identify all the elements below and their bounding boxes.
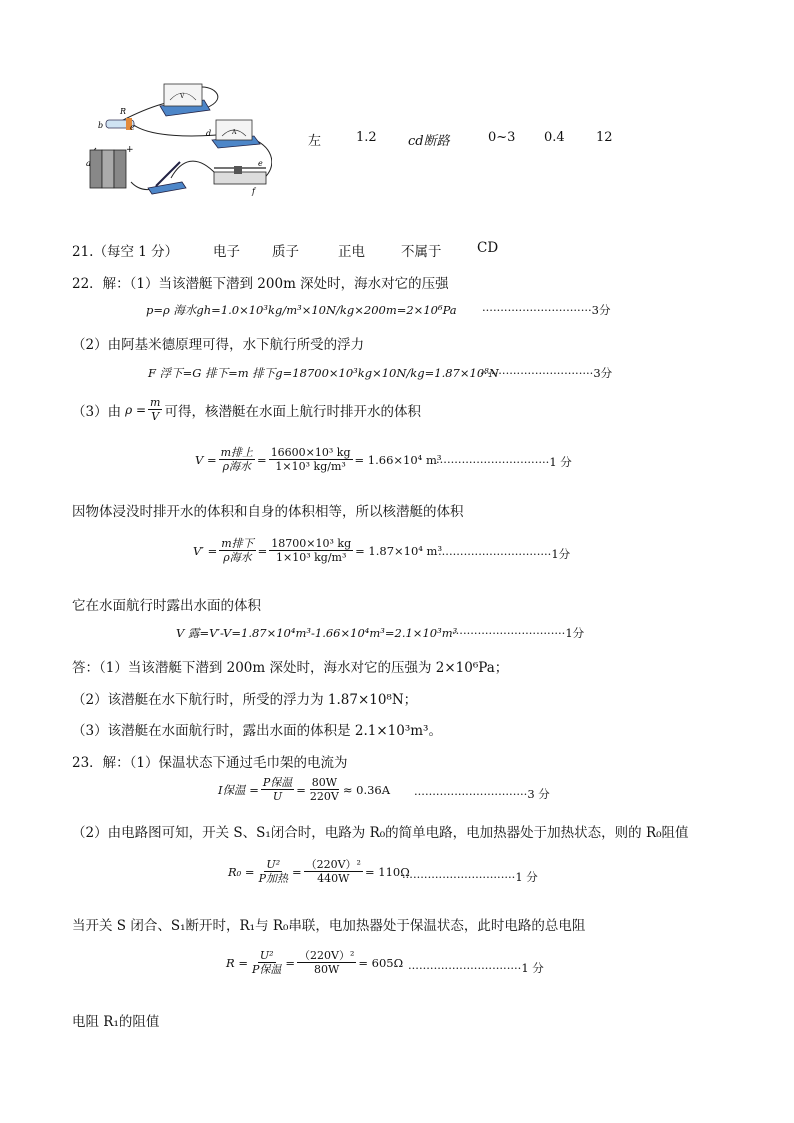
q22-eq3: V = $\frac{\text{m排上}}{\text{ρ海水}}$ = $\frac{\text{16600×10³ kg}}{\text{1×10³ kg/m³}}$ = 1.66×10⁴ m³ <box>195 446 442 473</box>
answer-item: cd断路 <box>408 134 450 149</box>
q22-answer-2: （2）该潜艇在水下航行时，所受的浮力为 1.87×10⁸N； <box>72 692 418 708</box>
q23-eq1: I保温 = $\frac{\text{P保温}}{U}$ = $\frac{80W}{220V}$ ≈ 0.36A <box>218 776 391 803</box>
q22-header: 22．解：（1）当该潜艇下潜到 200m 深处时，海水对它的压强 <box>72 276 449 292</box>
q22-eq1-score: ······························3分 <box>482 303 611 317</box>
frac-numerator: m排上 <box>220 446 254 459</box>
eq-frac <box>308 776 341 803</box>
frac-denominator: V <box>151 410 160 423</box>
q22-part5: 它在水面航行时露出水面的体积 <box>72 598 261 614</box>
frac-denominator: ρ海水 <box>223 551 252 564</box>
answer-item: 左 <box>308 134 322 149</box>
q22-part3 <box>72 396 421 423</box>
circuit-label-b: b <box>98 121 104 130</box>
frac-denominator: 1×10³ kg/m³ <box>276 551 347 564</box>
frac-numerator: （220V）² <box>299 949 355 962</box>
eq-rhs: = 110Ω <box>364 864 410 879</box>
q23-eq1-score: ·······························3 分 <box>414 787 550 801</box>
eq-frac <box>304 858 363 885</box>
answer-item: 12 <box>596 130 613 145</box>
q22-part3-post: 可得，核潜艇在水面上航行时排开水的体积 <box>164 403 421 420</box>
eq-frac <box>261 776 294 803</box>
circuit-label-r: R <box>120 107 127 116</box>
eq-frac <box>257 858 290 885</box>
frac-numerator: 16600×10³ kg <box>270 446 351 459</box>
q22-eq3-score: ·······························1 分 <box>436 455 572 469</box>
eq-rhs: = 605Ω <box>358 955 404 970</box>
q23-part4: 电阻 R₁的阻值 <box>72 1014 160 1030</box>
eq-lhs: V′ = <box>193 543 218 558</box>
q22-eq5-score: ·······························1分 <box>452 626 585 640</box>
frac-numerator: U² <box>266 858 281 871</box>
q21-prefix: 21.（每空 1 分） <box>72 244 179 260</box>
q22-answer-3: （3）该潜艇在水面航行时，露出水面的体积是 2.1×10³m³。 <box>72 723 442 739</box>
q23-eq3: R = $\frac{\text{U²}}{\text{P保温}}$ = $\frac{\text{（220V）²}}{80W}$ = 605Ω <box>226 949 404 976</box>
q22-eq2: F 浮下=G 排下=m 排下g=18700×10³kg×10N/kg=1.87×10⁸N <box>148 366 499 380</box>
eq-frac <box>269 446 353 473</box>
q22-part3-pre: （3）由 <box>72 403 122 420</box>
q20-answers <box>0 130 794 150</box>
q22-eq2-score: ·······························3分 <box>480 366 613 380</box>
q22-eq1: p=ρ 海水gh=1.0×10³kg/m³×10N/kg×200m=2×10⁶Pa <box>146 303 457 317</box>
eq-frac <box>219 446 255 473</box>
q22-eq5: V 露=V′-V=1.87×10⁴m³-1.66×10⁴m³=2.1×10³m³ <box>176 626 458 640</box>
q23-eq3-score: ·······························1 分 <box>408 961 544 975</box>
q21-item: 正电 <box>338 244 365 260</box>
switch-icon <box>148 162 186 194</box>
circuit-label-d: d <box>206 129 212 138</box>
circuit-label-c: c <box>130 123 135 132</box>
q21-item: 质子 <box>272 244 299 260</box>
frac-denominator: 80W <box>314 963 340 976</box>
frac-numerator: P保温 <box>262 776 293 789</box>
frac-denominator: U <box>272 790 283 803</box>
answer-item: 0~3 <box>488 130 516 145</box>
eq-lhs: R₀ = <box>228 864 255 879</box>
q22-eq4-score: ·······························1分 <box>438 547 571 561</box>
frac-numerator: U² <box>259 949 274 962</box>
eq-frac <box>250 949 283 976</box>
q22-eq4: V′ = $\frac{\text{m排下}}{\text{ρ海水}}$ = $\frac{\text{18700×10³ kg}}{\text{1×10³ kg/m³}}$ = 1.87×10⁴ m³ <box>193 537 443 564</box>
q23-part3: 当开关 S 闭合、S₁断开时，R₁与 R₀串联，电加热器处于保温状态，此时电路的总电阻 <box>72 918 586 934</box>
answer-item: 1.2 <box>356 130 377 145</box>
answer-item: 0.4 <box>544 130 565 145</box>
eq-lhs: I保温 = <box>218 782 259 797</box>
frac-denominator: ρ海水 <box>222 460 252 473</box>
eq-rhs: ≈ 0.36A <box>342 782 391 797</box>
eq-frac <box>297 949 356 976</box>
q23-eq2-score: ·······························1 分 <box>402 870 538 884</box>
q22-answer-1: 答：（1）当该潜艇下潜到 200m 深处时，海水对它的压强为 2×10⁶Pa； <box>72 660 509 676</box>
q23-eq2: R₀ = $\frac{\text{U²}}{\text{P加热}}$ = $\frac{\text{（220V）²}}{440W}$ = 110Ω <box>228 858 410 885</box>
q22-part2: （2）由阿基米德原理可得，水下航行所受的浮力 <box>72 337 365 353</box>
q22-part3-frac <box>148 396 162 423</box>
q23-part2: （2）由电路图可知，开关 S、S₁闭合时，电路为 R₀的简单电路，电加热器处于加热状态，则的 R₀阻值 <box>72 825 689 841</box>
frac-denominator: 1×10³ kg/m³ <box>275 460 346 473</box>
frac-denominator: P加热 <box>258 872 288 885</box>
frac-numerator: 80W <box>311 776 338 789</box>
q21-item: 电子 <box>213 244 240 260</box>
voltmeter-icon <box>160 84 210 116</box>
eq-frac <box>269 537 353 564</box>
q21-item: 不属于 <box>401 244 442 260</box>
eq-lhs: R = <box>226 955 248 970</box>
circuit-label-v: V <box>180 93 185 100</box>
frac-numerator: 18700×10³ kg <box>271 537 352 550</box>
frac-numerator: （220V）² <box>305 858 361 871</box>
circuit-label-plus: + <box>126 145 134 155</box>
frac-denominator: 220V <box>309 790 339 803</box>
eq-lhs: V = <box>195 452 217 467</box>
circuit-label-e: e <box>258 159 263 168</box>
eq-frac <box>219 537 255 564</box>
q22-part4: 因物体浸没时排开水的体积和自身的体积相等，所以核潜艇的体积 <box>72 504 464 520</box>
slide-rheostat-icon <box>214 166 266 184</box>
circuit-label-f: f <box>252 187 255 196</box>
eq-rhs: = 1.66×10⁴ m³ <box>354 452 442 467</box>
frac-numerator: m排下 <box>221 537 254 550</box>
eq-rhs: = 1.87×10⁴ m³ <box>355 543 443 558</box>
q23-header: 23．解：（1）保温状态下通过毛巾架的电流为 <box>72 755 348 771</box>
q22-part3-rho: ρ = <box>125 402 147 417</box>
frac-numerator: m <box>150 396 161 409</box>
circuit-label-a: a <box>86 159 91 168</box>
q21-item: CD <box>477 240 499 256</box>
battery-icon <box>90 150 126 188</box>
circuit-label-ammeter: A <box>232 129 237 136</box>
frac-denominator: 440W <box>317 872 350 885</box>
frac-denominator: P保温 <box>251 963 282 976</box>
